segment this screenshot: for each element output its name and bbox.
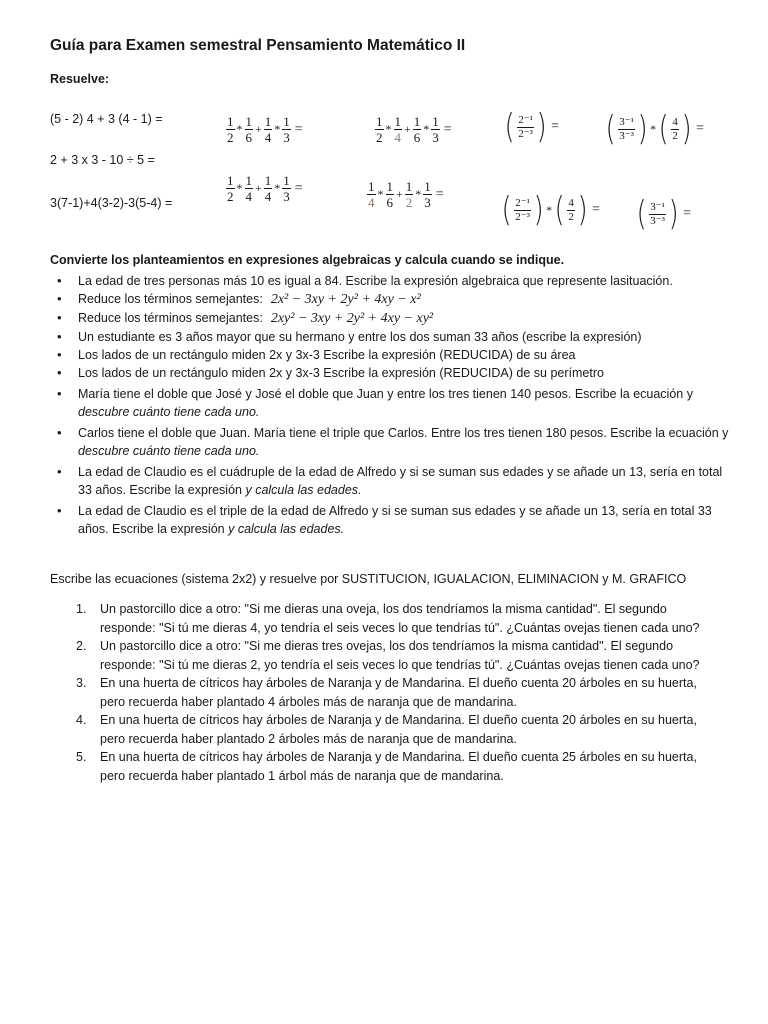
list-item: 5. En una huerta de cítricos hay árboles de Naranja y de Mandarina. El dueño cuenta 25 árboles en su huerta, pero recuerda haber plantado 1 árbol más de naranja que de mandarina. bbox=[76, 750, 697, 783]
fraction: $\frac{1}{2}$ bbox=[227, 114, 234, 145]
power-expr-3: ( $\frac{\text{2⁻¹}}{\text{2⁻³}}$ ) * ( $\frac{4}{2}$ ) = bbox=[501, 190, 601, 230]
list-item: • La edad de Claudio es el triple de la edad de Alfredo y si se suman sus edades y se añade un 13, sería en total 33 años. Escribe la expresión y calcula las edades. bbox=[48, 502, 738, 538]
document-title: Guía para Examen semestral Pensamiento Matemático II bbox=[50, 37, 466, 54]
list-item: 1. Un pastorcillo dice a otro: "Si me dieras una oveja, los dos tendríamos la misma cantidad". El segundo responde: "Si tú me dieras 4, yo tendría el seis veces lo que tendrías tú". ¿Cuántas ovejas tienen cada uno? bbox=[76, 602, 700, 635]
power-expr-1: ( $\frac{\text{2⁻¹}}{\text{2⁻³}}$ ) = bbox=[504, 107, 560, 147]
fraction: $\frac{1}{2}$ bbox=[405, 179, 413, 210]
fraction: $\frac{1}{6}$ bbox=[413, 114, 421, 145]
power-expr-4: ( $\frac{\text{3⁻¹}}{\text{3⁻³}}$ ) = bbox=[636, 194, 692, 234]
list-item: • Los lados de un rectángulo miden 2x y 3x-3 Escribe la expresión (REDUCIDA) de su área bbox=[48, 346, 738, 364]
fraction: $\frac{1}{3}$ bbox=[432, 114, 439, 145]
fraction-expr-3: $\frac{1}{2}$ * $\frac{1}{4}$ + $\frac{1}{4}$ * $\frac{1}{3}$ = bbox=[227, 173, 303, 204]
fraction: $\frac{1}{4}$ bbox=[264, 114, 272, 145]
fraction: $\frac{\text{2⁻¹}}{\text{2⁻³}}$ bbox=[518, 113, 533, 140]
fraction: $\frac{\text{3⁻¹}}{\text{3⁻³}}$ bbox=[619, 115, 634, 142]
list-item: • Un estudiante es 3 años mayor que su hermano y entre los dos suman 33 años (escribe la expresión) bbox=[48, 328, 738, 346]
list-item: 2. Un pastorcillo dice a otro: "Si me dieras tres ovejas, los dos tendríamos la misma cantidad". El segundo responde: "Si tú me dieras 2, yo tendría el seis veces lo que tendrías tú". ¿Cuántas ovejas tienen cada uno? bbox=[76, 639, 700, 672]
fraction: $\frac{\text{3⁻¹}}{\text{3⁻³}}$ bbox=[650, 200, 665, 227]
fraction: $\frac{4}{2}$ bbox=[568, 196, 574, 223]
list-item: • La edad de tres personas más 10 es igual a 84. Escribe la expresión algebraica que represente lasituación. bbox=[48, 272, 738, 290]
fraction: $\frac{1}{2}$ bbox=[227, 173, 234, 204]
fraction: $\frac{1}{4}$ bbox=[394, 114, 401, 145]
fraction: $\frac{1}{6}$ bbox=[245, 114, 252, 145]
fraction: $\frac{1}{6}$ bbox=[386, 179, 393, 210]
arith-expr-3: 3(7-1)+4(3-2)-3(5-4) = bbox=[50, 196, 173, 210]
list-item: • Los lados de un rectángulo miden 2x y 3x-3 Escribe la expresión (REDUCIDA) de su perímetro bbox=[48, 364, 738, 382]
section-heading-sistemas: Escribe las ecuaciones (sistema 2x2) y resuelve por SUSTITUCION, IGUALACION, ELIMINACION y M. GRAFICO bbox=[50, 572, 687, 586]
arith-expr-1: (5 - 2) 4 + 3 (4 - 1) = bbox=[50, 112, 163, 126]
arith-expr-2: 2 + 3 x 3 - 10 ÷ 5 = bbox=[50, 153, 155, 167]
section-heading-convierte: Convierte los planteamientos en expresiones algebraicas y calcula cuando se indique. bbox=[50, 253, 565, 267]
numbered-problem-list bbox=[70, 600, 710, 785]
list-item: • La edad de Claudio es el cuádruple de la edad de Alfredo y si se suman sus edades y se añade un 13, sería en total 33 años. Escribe la expresión y calcula las edades. bbox=[48, 463, 738, 499]
list-item: 4. En una huerta de cítricos hay árboles de Naranja y de Mandarina. El dueño cuenta 20 árboles en su huerta, pero recuerda haber plantado 2 árboles más de naranja que de mandarina. bbox=[76, 713, 697, 746]
problem-bullet-list bbox=[48, 272, 738, 538]
fraction: $\frac{1}{3}$ bbox=[424, 179, 431, 210]
fraction-expr-4: $\frac{1}{4}$ * $\frac{1}{6}$ + $\frac{1}{2}$ * $\frac{1}{3}$ = bbox=[368, 179, 444, 210]
fraction: $\frac{1}{4}$ bbox=[264, 173, 272, 204]
list-item: • Reduce los términos semejantes: 2x² − 3xy + 2y² + 4xy − x² bbox=[48, 290, 738, 309]
list-item: 3. En una huerta de cítricos hay árboles de Naranja y de Mandarina. El dueño cuenta 20 árboles en su huerta, pero recuerda haber plantado 4 árboles más de naranja que de mandarina. bbox=[76, 676, 697, 709]
fraction: $\frac{\text{2⁻¹}}{\text{2⁻³}}$ bbox=[515, 196, 530, 223]
fraction: $\frac{1}{2}$ bbox=[376, 114, 383, 145]
fraction: $\frac{1}{4}$ bbox=[368, 179, 375, 210]
power-expr-2: ( $\frac{\text{3⁻¹}}{\text{3⁻³}}$ ) * ( $\frac{4}{2}$ ) = bbox=[605, 109, 705, 149]
list-item: • María tiene el doble que José y José el doble que Juan y entre los tres tienen 140 pesos. Escribe la ecuación y descubre cuánto tiene cada uno. bbox=[48, 385, 738, 421]
fraction: $\frac{1}{3}$ bbox=[283, 114, 290, 145]
fraction: $\frac{1}{4}$ bbox=[245, 173, 252, 204]
section-heading-resuelve: Resuelve: bbox=[50, 72, 110, 86]
fraction: $\frac{4}{2}$ bbox=[672, 115, 678, 142]
fraction: $\frac{1}{3}$ bbox=[283, 173, 290, 204]
list-item: • Reduce los términos semejantes: 2xy² − 3xy + 2y² + 4xy − xy² bbox=[48, 309, 738, 328]
fraction-expr-2: $\frac{1}{2}$ * $\frac{1}{4}$ + $\frac{1}{6}$ * $\frac{1}{3}$ = bbox=[376, 114, 452, 145]
list-item: • Carlos tiene el doble que Juan. María tiene el triple que Carlos. Entre los tres tienen 180 pesos. Escribe la ecuación y descubre cuánto tiene cada uno. bbox=[48, 424, 738, 460]
fraction-expr-1: $\frac{1}{2}$ * $\frac{1}{6}$ + $\frac{1}{4}$ * $\frac{1}{3}$ = bbox=[227, 114, 303, 145]
